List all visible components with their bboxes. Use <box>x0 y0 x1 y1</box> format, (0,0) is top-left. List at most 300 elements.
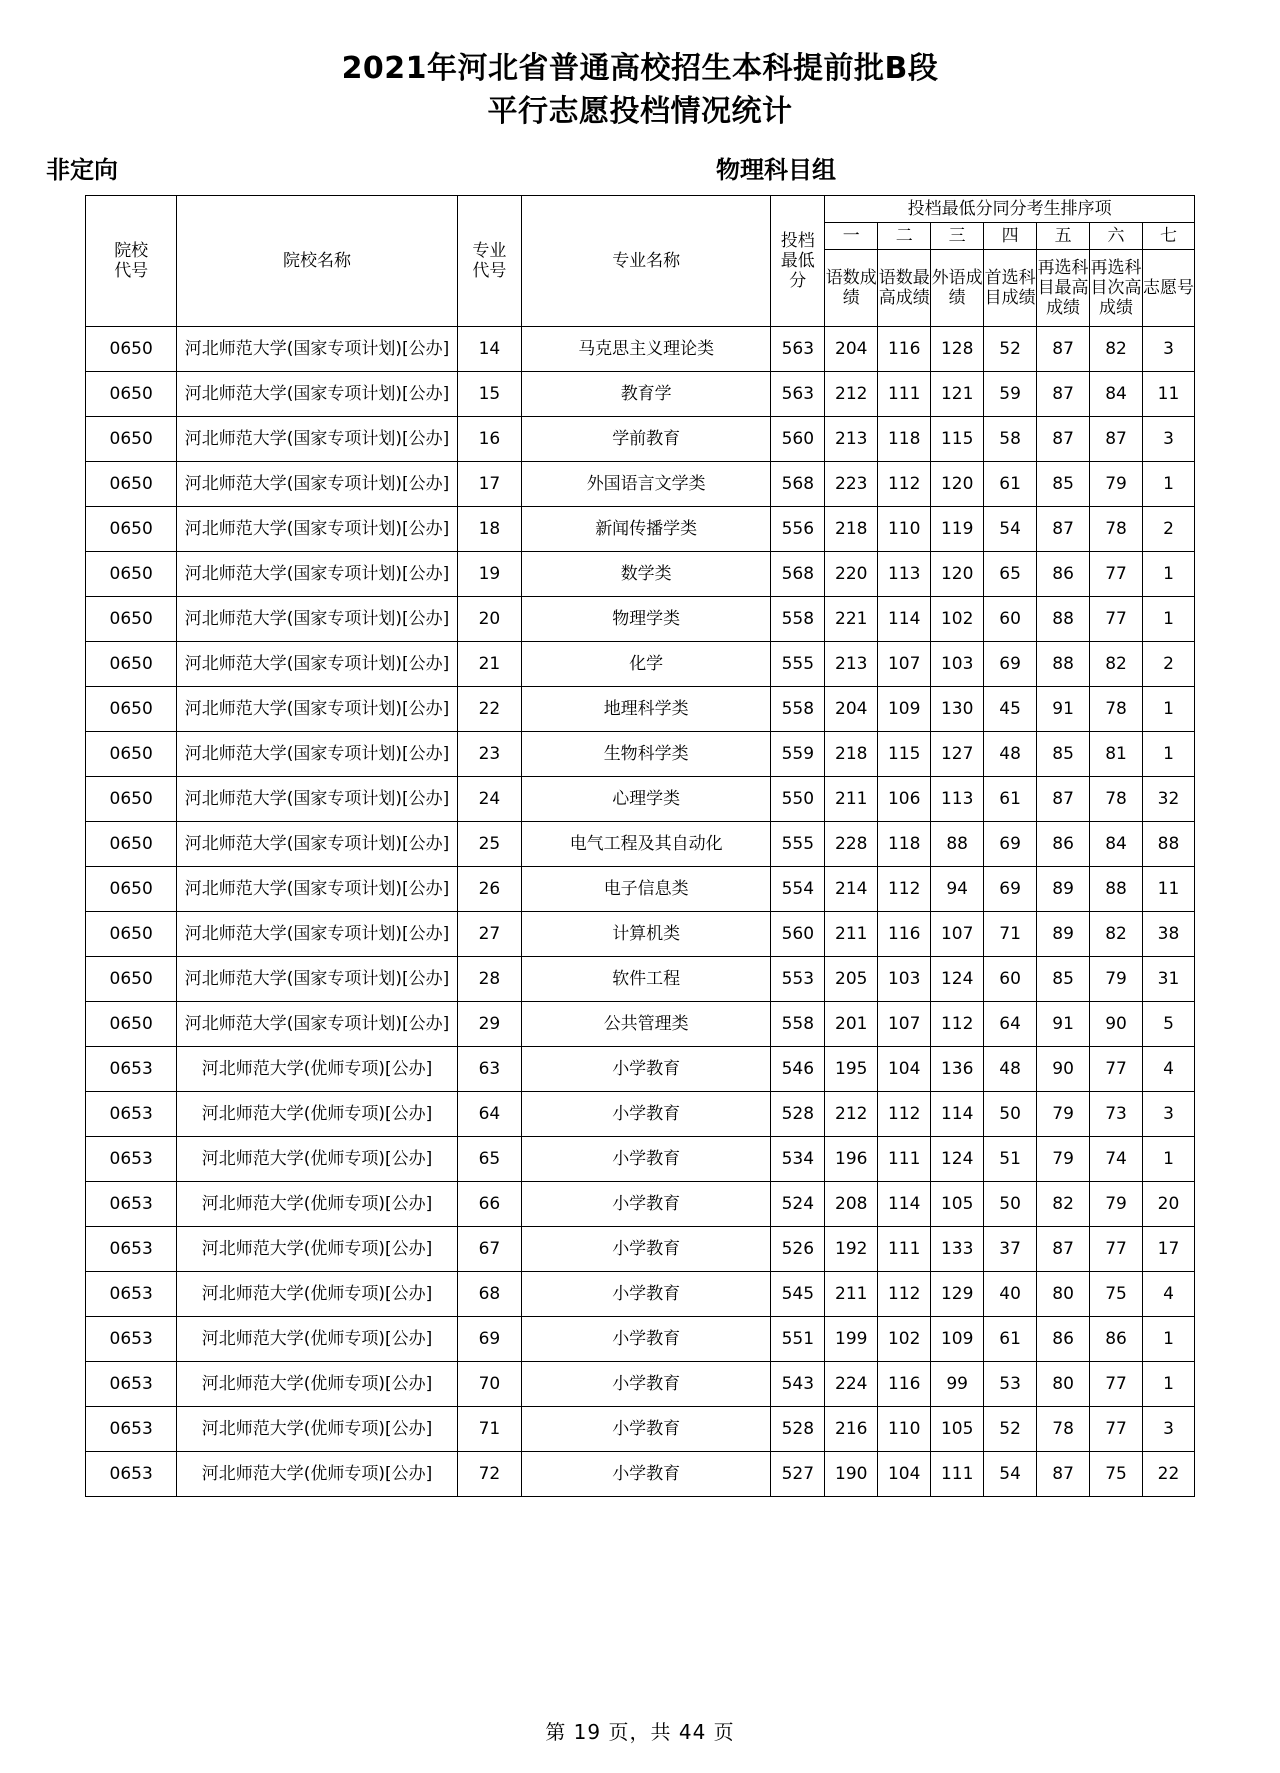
rank-label-3: 外语成绩 <box>931 250 984 327</box>
subject-group-label: 物理科目组 <box>716 156 836 185</box>
cell-major-code: 14 <box>457 327 521 372</box>
cell-school-code: 0650 <box>86 687 177 732</box>
cell-rank-4: 58 <box>984 417 1037 462</box>
cell-rank-1: 205 <box>825 957 878 1002</box>
table-row <box>86 687 1195 732</box>
cell-rank-7: 22 <box>1143 1452 1195 1497</box>
cell-rank-4: 61 <box>984 462 1037 507</box>
cell-major-code: 28 <box>457 957 521 1002</box>
subheader-row <box>40 151 1240 185</box>
cell-min-score: 563 <box>771 327 825 372</box>
col-major-code: 专业 代号 <box>457 196 521 327</box>
cell-rank-7: 3 <box>1143 417 1195 462</box>
col-school-code: 院校 代号 <box>86 196 177 327</box>
cell-school-name: 河北师范大学(国家专项计划)[公办] <box>177 417 457 462</box>
cell-rank-3: 105 <box>931 1182 984 1227</box>
col-min-score: 投档 最低 分 <box>771 196 825 327</box>
cell-major-code: 71 <box>457 1407 521 1452</box>
cell-rank-1: 218 <box>825 507 878 552</box>
table-row <box>86 1182 1195 1227</box>
cell-school-code: 0653 <box>86 1137 177 1182</box>
cell-school-name: 河北师范大学(国家专项计划)[公办] <box>177 687 457 732</box>
table-row <box>86 372 1195 417</box>
cell-rank-6: 82 <box>1090 642 1143 687</box>
cell-school-name: 河北师范大学(优师专项)[公办] <box>177 1272 457 1317</box>
cell-rank-6: 90 <box>1090 1002 1143 1047</box>
cell-rank-3: 102 <box>931 597 984 642</box>
cell-school-code: 0650 <box>86 1002 177 1047</box>
cell-rank-6: 77 <box>1090 1227 1143 1272</box>
cell-school-name: 河北师范大学(优师专项)[公办] <box>177 1137 457 1182</box>
cell-rank-5: 87 <box>1037 1452 1090 1497</box>
cell-rank-1: 212 <box>825 372 878 417</box>
cell-rank-4: 60 <box>984 597 1037 642</box>
cell-rank-6: 74 <box>1090 1137 1143 1182</box>
cell-rank-1: 199 <box>825 1317 878 1362</box>
cell-rank-2: 112 <box>878 867 931 912</box>
cell-rank-5: 78 <box>1037 1407 1090 1452</box>
cell-school-name: 河北师范大学(优师专项)[公办] <box>177 1362 457 1407</box>
cell-rank-5: 87 <box>1037 1227 1090 1272</box>
cell-rank-2: 118 <box>878 822 931 867</box>
cell-rank-2: 114 <box>878 1182 931 1227</box>
rank-label-4: 首选科目成绩 <box>984 250 1037 327</box>
cell-min-score: 528 <box>771 1092 825 1137</box>
cell-school-code: 0650 <box>86 417 177 462</box>
cell-rank-6: 78 <box>1090 687 1143 732</box>
cell-rank-5: 85 <box>1037 732 1090 777</box>
cell-major-name: 小学教育 <box>522 1272 771 1317</box>
cell-rank-4: 54 <box>984 1452 1037 1497</box>
cell-school-code: 0650 <box>86 507 177 552</box>
table-row <box>86 1362 1195 1407</box>
title-line-1: 2021年河北省普通高校招生本科提前批B段 <box>341 51 939 86</box>
cell-major-name: 新闻传播学类 <box>522 507 771 552</box>
cell-school-code: 0653 <box>86 1452 177 1497</box>
cell-major-name: 软件工程 <box>522 957 771 1002</box>
table-row <box>86 462 1195 507</box>
cell-rank-7: 88 <box>1143 822 1195 867</box>
table-row <box>86 552 1195 597</box>
table-row <box>86 507 1195 552</box>
cell-rank-3: 124 <box>931 957 984 1002</box>
col-tiebreak-group-title: 投档最低分同分考生排序项 <box>825 196 1195 223</box>
cell-rank-3: 120 <box>931 552 984 597</box>
cell-rank-2: 111 <box>878 1227 931 1272</box>
cell-rank-6: 78 <box>1090 777 1143 822</box>
cell-min-score: 551 <box>771 1317 825 1362</box>
cell-major-code: 66 <box>457 1182 521 1227</box>
cell-min-score: 568 <box>771 462 825 507</box>
cell-major-name: 生物科学类 <box>522 732 771 777</box>
cell-rank-1: 224 <box>825 1362 878 1407</box>
cell-min-score: 553 <box>771 957 825 1002</box>
table-row <box>86 417 1195 462</box>
cell-rank-4: 37 <box>984 1227 1037 1272</box>
cell-rank-7: 20 <box>1143 1182 1195 1227</box>
cell-rank-2: 111 <box>878 1137 931 1182</box>
cell-major-name: 教育学 <box>522 372 771 417</box>
table-row <box>86 912 1195 957</box>
cell-rank-3: 136 <box>931 1047 984 1092</box>
cell-rank-7: 1 <box>1143 1362 1195 1407</box>
cell-rank-2: 116 <box>878 912 931 957</box>
cell-rank-2: 112 <box>878 1272 931 1317</box>
cell-major-name: 小学教育 <box>522 1137 771 1182</box>
cell-rank-4: 61 <box>984 777 1037 822</box>
cell-school-name: 河北师范大学(国家专项计划)[公办] <box>177 327 457 372</box>
cell-rank-5: 79 <box>1037 1137 1090 1182</box>
cell-rank-1: 211 <box>825 777 878 822</box>
cell-rank-6: 82 <box>1090 912 1143 957</box>
header-row-group-title <box>86 196 1195 223</box>
cell-rank-2: 110 <box>878 1407 931 1452</box>
table-row <box>86 1452 1195 1497</box>
cell-school-code: 0650 <box>86 867 177 912</box>
cell-rank-7: 1 <box>1143 462 1195 507</box>
cell-rank-1: 211 <box>825 912 878 957</box>
cell-rank-6: 84 <box>1090 372 1143 417</box>
cell-rank-1: 208 <box>825 1182 878 1227</box>
cell-major-name: 小学教育 <box>522 1227 771 1272</box>
cell-major-code: 26 <box>457 867 521 912</box>
table-row <box>86 732 1195 777</box>
cell-school-code: 0650 <box>86 957 177 1002</box>
cell-school-name: 河北师范大学(国家专项计划)[公办] <box>177 732 457 777</box>
rank-number-1: 一 <box>825 223 878 250</box>
cell-rank-3: 127 <box>931 732 984 777</box>
cell-school-code: 0650 <box>86 822 177 867</box>
cell-rank-5: 89 <box>1037 867 1090 912</box>
table-row <box>86 327 1195 372</box>
cell-rank-6: 88 <box>1090 867 1143 912</box>
cell-school-name: 河北师范大学(优师专项)[公办] <box>177 1227 457 1272</box>
cell-rank-2: 110 <box>878 507 931 552</box>
cell-major-name: 计算机类 <box>522 912 771 957</box>
cell-major-code: 65 <box>457 1137 521 1182</box>
table-row <box>86 1092 1195 1137</box>
cell-rank-5: 88 <box>1037 597 1090 642</box>
rank-label-5: 再选科目最高成绩 <box>1037 250 1090 327</box>
cell-rank-4: 51 <box>984 1137 1037 1182</box>
cell-rank-7: 38 <box>1143 912 1195 957</box>
cell-school-code: 0650 <box>86 327 177 372</box>
cell-school-name: 河北师范大学(国家专项计划)[公办] <box>177 867 457 912</box>
cell-major-code: 27 <box>457 912 521 957</box>
cell-min-score: 556 <box>771 507 825 552</box>
cell-major-name: 小学教育 <box>522 1407 771 1452</box>
table-head <box>86 196 1195 327</box>
col-school-name: 院校名称 <box>177 196 457 327</box>
cell-rank-1: 192 <box>825 1227 878 1272</box>
cell-rank-3: 105 <box>931 1407 984 1452</box>
cell-rank-4: 65 <box>984 552 1037 597</box>
rank-number-2: 二 <box>878 223 931 250</box>
cell-rank-7: 3 <box>1143 1407 1195 1452</box>
cell-rank-4: 69 <box>984 867 1037 912</box>
cell-rank-4: 64 <box>984 1002 1037 1047</box>
rank-label-7: 志愿号 <box>1143 250 1195 327</box>
cell-rank-5: 91 <box>1037 687 1090 732</box>
cell-rank-5: 85 <box>1037 462 1090 507</box>
cell-min-score: 546 <box>771 1047 825 1092</box>
cell-rank-1: 212 <box>825 1092 878 1137</box>
cell-rank-5: 87 <box>1037 417 1090 462</box>
cell-school-code: 0650 <box>86 912 177 957</box>
cell-rank-4: 45 <box>984 687 1037 732</box>
cell-major-code: 69 <box>457 1317 521 1362</box>
cell-min-score: 563 <box>771 372 825 417</box>
cell-school-code: 0653 <box>86 1182 177 1227</box>
table-row <box>86 1002 1195 1047</box>
cell-min-score: 559 <box>771 732 825 777</box>
table-row <box>86 597 1195 642</box>
cell-school-code: 0653 <box>86 1362 177 1407</box>
cell-rank-2: 109 <box>878 687 931 732</box>
cell-rank-3: 129 <box>931 1272 984 1317</box>
cell-rank-5: 88 <box>1037 642 1090 687</box>
cell-rank-7: 31 <box>1143 957 1195 1002</box>
cell-rank-6: 84 <box>1090 822 1143 867</box>
cell-major-name: 电子信息类 <box>522 867 771 912</box>
cell-rank-7: 5 <box>1143 1002 1195 1047</box>
cell-rank-6: 77 <box>1090 552 1143 597</box>
cell-min-score: 555 <box>771 822 825 867</box>
cell-major-code: 67 <box>457 1227 521 1272</box>
category-nondirectional-label: 非定向 <box>46 156 118 185</box>
cell-rank-5: 87 <box>1037 777 1090 822</box>
cell-min-score: 543 <box>771 1362 825 1407</box>
cell-rank-1: 195 <box>825 1047 878 1092</box>
cell-school-name: 河北师范大学(国家专项计划)[公办] <box>177 1002 457 1047</box>
cell-rank-5: 80 <box>1037 1272 1090 1317</box>
cell-rank-3: 109 <box>931 1317 984 1362</box>
cell-rank-6: 77 <box>1090 1407 1143 1452</box>
cell-rank-3: 94 <box>931 867 984 912</box>
table-row <box>86 1407 1195 1452</box>
cell-major-name: 电气工程及其自动化 <box>522 822 771 867</box>
cell-major-code: 29 <box>457 1002 521 1047</box>
cell-rank-1: 220 <box>825 552 878 597</box>
cell-rank-3: 133 <box>931 1227 984 1272</box>
cell-rank-1: 211 <box>825 1272 878 1317</box>
rank-number-4: 四 <box>984 223 1037 250</box>
cell-min-score: 528 <box>771 1407 825 1452</box>
cell-rank-1: 228 <box>825 822 878 867</box>
cell-school-name: 河北师范大学(国家专项计划)[公办] <box>177 642 457 687</box>
cell-rank-6: 82 <box>1090 327 1143 372</box>
cell-min-score: 555 <box>771 642 825 687</box>
table-row <box>86 1227 1195 1272</box>
cell-rank-5: 80 <box>1037 1362 1090 1407</box>
cell-rank-2: 103 <box>878 957 931 1002</box>
cell-rank-1: 216 <box>825 1407 878 1452</box>
cell-rank-3: 88 <box>931 822 984 867</box>
cell-rank-4: 69 <box>984 642 1037 687</box>
cell-rank-2: 113 <box>878 552 931 597</box>
cell-rank-7: 2 <box>1143 507 1195 552</box>
cell-major-name: 公共管理类 <box>522 1002 771 1047</box>
table-row <box>86 822 1195 867</box>
cell-school-code: 0650 <box>86 642 177 687</box>
cell-rank-7: 2 <box>1143 642 1195 687</box>
cell-major-name: 数学类 <box>522 552 771 597</box>
cell-rank-1: 201 <box>825 1002 878 1047</box>
cell-major-name: 小学教育 <box>522 1452 771 1497</box>
cell-rank-3: 121 <box>931 372 984 417</box>
cell-rank-1: 218 <box>825 732 878 777</box>
cell-school-name: 河北师范大学(国家专项计划)[公办] <box>177 777 457 822</box>
cell-rank-2: 115 <box>878 732 931 777</box>
table-row <box>86 642 1195 687</box>
cell-rank-7: 1 <box>1143 1137 1195 1182</box>
cell-rank-6: 79 <box>1090 957 1143 1002</box>
cell-rank-6: 73 <box>1090 1092 1143 1137</box>
table-row <box>86 1047 1195 1092</box>
cell-rank-2: 112 <box>878 462 931 507</box>
cell-rank-4: 54 <box>984 507 1037 552</box>
cell-school-code: 0650 <box>86 552 177 597</box>
cell-rank-7: 1 <box>1143 687 1195 732</box>
cell-major-code: 24 <box>457 777 521 822</box>
page-title <box>40 0 1240 133</box>
cell-school-code: 0650 <box>86 597 177 642</box>
cell-rank-4: 40 <box>984 1272 1037 1317</box>
cell-rank-3: 113 <box>931 777 984 822</box>
cell-rank-3: 124 <box>931 1137 984 1182</box>
cell-major-name: 小学教育 <box>522 1317 771 1362</box>
cell-major-name: 地理科学类 <box>522 687 771 732</box>
cell-min-score: 550 <box>771 777 825 822</box>
cell-school-code: 0653 <box>86 1317 177 1362</box>
cell-rank-1: 223 <box>825 462 878 507</box>
cell-major-name: 小学教育 <box>522 1047 771 1092</box>
cell-school-code: 0650 <box>86 462 177 507</box>
cell-rank-1: 213 <box>825 417 878 462</box>
cell-rank-6: 79 <box>1090 1182 1143 1227</box>
cell-rank-4: 52 <box>984 1407 1037 1452</box>
cell-rank-7: 17 <box>1143 1227 1195 1272</box>
cell-min-score: 560 <box>771 912 825 957</box>
cell-school-name: 河北师范大学(国家专项计划)[公办] <box>177 597 457 642</box>
cell-rank-7: 1 <box>1143 597 1195 642</box>
cell-min-score: 545 <box>771 1272 825 1317</box>
cell-min-score: 526 <box>771 1227 825 1272</box>
cell-min-score: 558 <box>771 597 825 642</box>
cell-rank-5: 86 <box>1037 1317 1090 1362</box>
cell-school-name: 河北师范大学(优师专项)[公办] <box>177 1047 457 1092</box>
cell-rank-2: 106 <box>878 777 931 822</box>
cell-major-name: 物理学类 <box>522 597 771 642</box>
cell-rank-1: 204 <box>825 687 878 732</box>
cell-rank-3: 99 <box>931 1362 984 1407</box>
cell-school-name: 河北师范大学(国家专项计划)[公办] <box>177 507 457 552</box>
cell-rank-3: 130 <box>931 687 984 732</box>
cell-rank-4: 53 <box>984 1362 1037 1407</box>
cell-rank-5: 79 <box>1037 1092 1090 1137</box>
cell-rank-6: 86 <box>1090 1317 1143 1362</box>
cell-school-code: 0653 <box>86 1272 177 1317</box>
table-row <box>86 1317 1195 1362</box>
cell-rank-4: 50 <box>984 1182 1037 1227</box>
cell-rank-6: 87 <box>1090 417 1143 462</box>
cell-min-score: 527 <box>771 1452 825 1497</box>
cell-rank-3: 111 <box>931 1452 984 1497</box>
cell-rank-5: 87 <box>1037 507 1090 552</box>
cell-rank-4: 50 <box>984 1092 1037 1137</box>
cell-rank-1: 213 <box>825 642 878 687</box>
cell-rank-6: 81 <box>1090 732 1143 777</box>
cell-rank-1: 190 <box>825 1452 878 1497</box>
cell-major-name: 学前教育 <box>522 417 771 462</box>
cell-min-score: 568 <box>771 552 825 597</box>
cell-rank-3: 120 <box>931 462 984 507</box>
cell-rank-7: 3 <box>1143 327 1195 372</box>
cell-rank-3: 112 <box>931 1002 984 1047</box>
cell-rank-6: 78 <box>1090 507 1143 552</box>
page-footer: 第 19 页，共 44 页 <box>545 1720 735 1744</box>
cell-rank-5: 86 <box>1037 822 1090 867</box>
cell-school-code: 0653 <box>86 1092 177 1137</box>
cell-school-code: 0653 <box>86 1047 177 1092</box>
cell-rank-2: 116 <box>878 327 931 372</box>
cell-major-code: 17 <box>457 462 521 507</box>
table-row <box>86 867 1195 912</box>
cell-major-name: 外国语言文学类 <box>522 462 771 507</box>
col-major-name: 专业名称 <box>522 196 771 327</box>
cell-rank-6: 77 <box>1090 597 1143 642</box>
cell-school-code: 0650 <box>86 732 177 777</box>
cell-rank-7: 1 <box>1143 732 1195 777</box>
cell-rank-7: 4 <box>1143 1047 1195 1092</box>
cell-rank-5: 86 <box>1037 552 1090 597</box>
cell-rank-2: 116 <box>878 1362 931 1407</box>
cell-major-code: 64 <box>457 1092 521 1137</box>
cell-school-name: 河北师范大学(优师专项)[公办] <box>177 1317 457 1362</box>
cell-rank-7: 11 <box>1143 867 1195 912</box>
rank-number-7: 七 <box>1143 223 1195 250</box>
cell-major-code: 72 <box>457 1452 521 1497</box>
cell-major-code: 68 <box>457 1272 521 1317</box>
cell-major-name: 小学教育 <box>522 1182 771 1227</box>
rank-number-6: 六 <box>1090 223 1143 250</box>
title-line-2: 平行志愿投档情况统计 <box>487 93 793 129</box>
cell-rank-5: 82 <box>1037 1182 1090 1227</box>
cell-rank-5: 90 <box>1037 1047 1090 1092</box>
cell-min-score: 524 <box>771 1182 825 1227</box>
cell-rank-2: 104 <box>878 1047 931 1092</box>
table-row <box>86 1137 1195 1182</box>
cell-major-code: 23 <box>457 732 521 777</box>
cell-rank-2: 112 <box>878 1092 931 1137</box>
cell-school-name: 河北师范大学(国家专项计划)[公办] <box>177 912 457 957</box>
cell-rank-1: 204 <box>825 327 878 372</box>
cell-rank-3: 107 <box>931 912 984 957</box>
cell-major-code: 70 <box>457 1362 521 1407</box>
cell-school-code: 0653 <box>86 1227 177 1272</box>
cell-school-code: 0650 <box>86 777 177 822</box>
rank-label-6: 再选科目次高成绩 <box>1090 250 1143 327</box>
cell-rank-2: 107 <box>878 642 931 687</box>
table-row <box>86 1272 1195 1317</box>
cell-rank-5: 85 <box>1037 957 1090 1002</box>
cell-major-code: 25 <box>457 822 521 867</box>
rank-label-2: 语数最高成绩 <box>878 250 931 327</box>
cell-rank-4: 71 <box>984 912 1037 957</box>
cell-rank-3: 128 <box>931 327 984 372</box>
cell-rank-2: 111 <box>878 372 931 417</box>
cell-major-code: 22 <box>457 687 521 732</box>
